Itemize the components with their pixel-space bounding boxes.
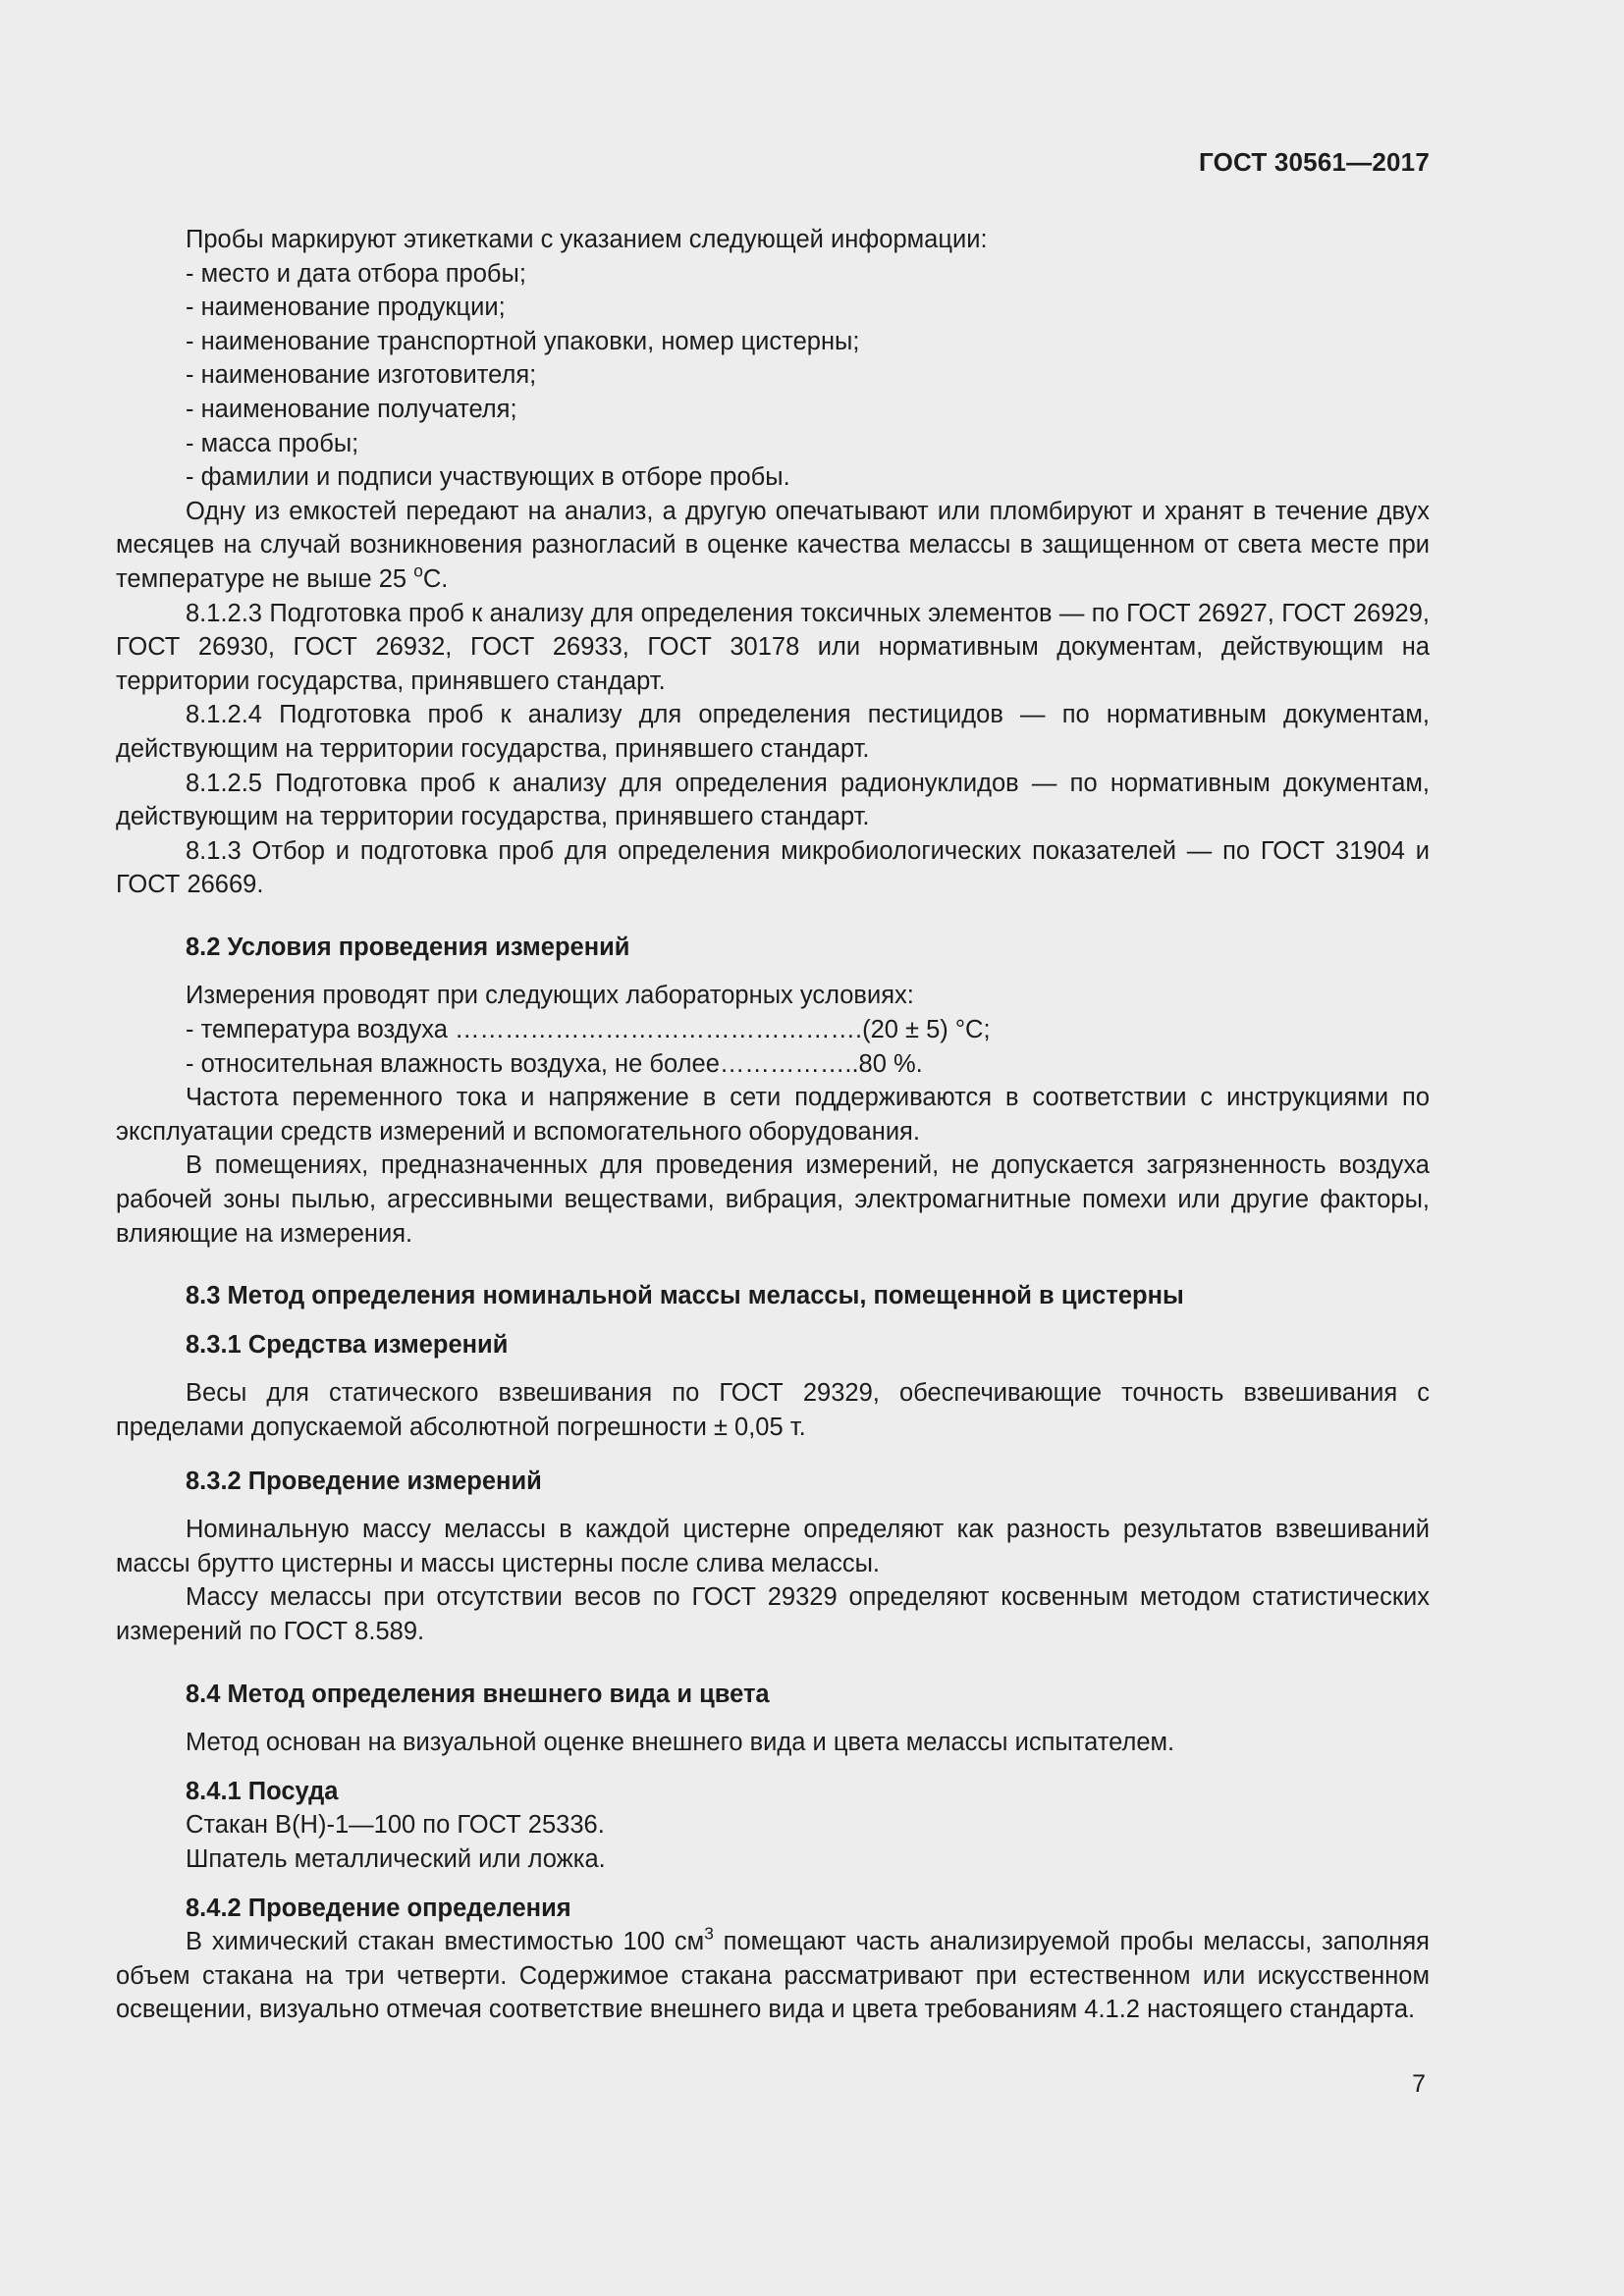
clause-8-1-2-4: 8.1.2.4 Подготовка проб к анализу для определения пестицидов — по нормативным документам, действующим на территории государства, принявшего стандарт. [116, 701, 1430, 763]
list-item: - место и дата отбора пробы; [186, 259, 526, 288]
clause-8-1-2-3: 8.1.2.3 Подготовка проб к анализу для определения токсичных элементов — по ГОСТ 26927, ГОСТ 26929, ГОСТ 26930, ГОСТ 26932, ГОСТ 26933, ГОСТ 30178 или нормативным документам, действующим на территории государства, принявшего стандарт. [116, 599, 1430, 695]
section-8-4-2-heading: 8.4.2 Проведение определения [186, 1894, 571, 1922]
section-8-4-2-text-cont: помещают часть анализируемой пробы мелассы, заполняя объем стакана на три четверти. Содержимое стакана рассматривают при естественном или искусственном освещении, визуально отмечая соответствие внешнего вида и цвета требованиям 4.1.2 настоящего стандарта. [116, 1928, 1430, 2024]
section-8-2-intro: Измерения проводят при следующих лабораторных условиях: [186, 982, 914, 1010]
section-8-2-paragraph: В помещениях, предназначенных для проведения измерений, не допускается загрязненность воздуха рабочей зоны пылью, агрессивными веществами, вибрация, электромагнитные помехи или другие факторы, влияющие на измерения. [116, 1151, 1430, 1248]
section-8-4-heading: 8.4 Метод определения внешнего вида и цвета [186, 1680, 770, 1708]
section-8-3-1-paragraph: Весы для статического взвешивания по ГОСТ 29329, обеспечивающие точность взвешивания с пределами допускаемой абсолютной погрешности ± 0,05 т. [116, 1379, 1430, 1441]
cubic-sup: 3 [704, 1923, 714, 1944]
section-8-2-heading: 8.2 Условия проведения измерений [186, 933, 630, 961]
list-item: - наименование изготовителя; [186, 361, 537, 390]
storage-degree-sup: о [413, 561, 423, 581]
clause-8-1-3: 8.1.3 Отбор и подготовка проб для определения микробиологических показателей — по ГОСТ 31904 и ГОСТ 26669. [116, 836, 1430, 899]
list-item: - наименование получателя; [186, 395, 517, 423]
section-8-4-paragraph: Метод основан на визуальной оценке внешнего вида и цвета мелассы испытателем. [186, 1729, 1175, 1757]
section-8-4-1-heading: 8.4.1 Посуда [186, 1777, 339, 1805]
section-8-4-2-paragraph [116, 1925, 1430, 2027]
storage-end: С. [422, 564, 449, 593]
section-8-3-heading: 8.3 Метод определения номинальной массы мелассы, помещенной в цистерны [186, 1282, 1184, 1310]
list-item: - наименование продукции; [186, 294, 506, 322]
section-8-3-2-paragraph: Массу мелассы при отсутствии весов по ГОСТ 29329 определяют косвенным методом статистических измерений по ГОСТ 8.589. [116, 1583, 1430, 1645]
list-item: Шпатель металлический или ложка. [186, 1844, 606, 1873]
list-item: - относительная влажность воздуха, не более……………..80 %. [186, 1049, 923, 1078]
section-8-3-2-heading: 8.3.2 Проведение измерений [186, 1467, 542, 1495]
list-item: - масса пробы; [186, 429, 359, 457]
section-8-2-paragraph: Частота переменного тока и напряжение в сети поддерживаются в соответствии с инструкциями по эксплуатации средств измерений и вспомогательного оборудования. [116, 1084, 1430, 1146]
section-8-3-1-heading: 8.3.1 Средства измерений [186, 1330, 509, 1359]
labeling-intro: Пробы маркируют этикетками с указанием следующей информации: [186, 226, 988, 253]
section-8-4-2-text: В химический стакан вместимостью 100 см [186, 1928, 705, 1956]
list-item: - наименование транспортной упаковки, номер цистерны; [186, 327, 860, 355]
list-item: Стакан В(Н)-1—100 по ГОСТ 25336. [186, 1811, 605, 1840]
storage-text: Одну из емкостей передают на анализ, а другую опечатывают или пломбируют и хранят в течение двух месяцев на случай возникновения разногласий в оценке качества мелассы в защищенном от света месте при температуре не выше 25 [116, 497, 1430, 593]
clause-8-1-2-5: 8.1.2.5 Подготовка проб к анализу для определения радионуклидов — по нормативным документам, действующим на территории государства, принявшего стандарт. [116, 769, 1430, 831]
document-body [116, 223, 1430, 2027]
storage-paragraph [116, 495, 1430, 597]
section-8-3-2-paragraph: Номинальную массу мелассы в каждой цистерне определяют как разность результатов взвешиваний массы брутто цистерны и массы цистерны после слива мелассы. [116, 1516, 1430, 1577]
page-number: 7 [1412, 2070, 1426, 2098]
list-item: - температура воздуха ………………………………………….(20 ± 5) °С; [186, 1016, 991, 1044]
document-code-header: ГОСТ 30561—2017 [1199, 147, 1430, 177]
list-item: - фамилии и подписи участвующих в отборе пробы. [186, 463, 790, 492]
